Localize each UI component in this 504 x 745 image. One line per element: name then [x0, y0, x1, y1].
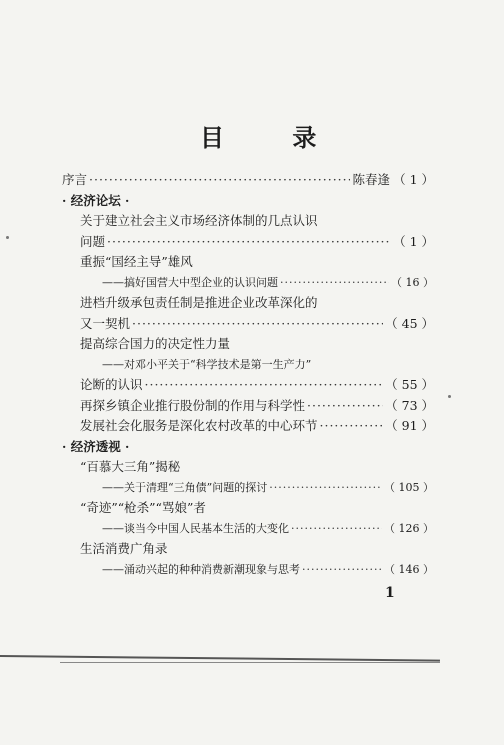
toc-entry-text: ——涌动兴起的种种消费新潮现象与思考	[102, 562, 300, 576]
toc-entry-preface[interactable]	[62, 170, 434, 191]
toc-entry-text: ——搞好国营大中型企业的认识问题	[102, 275, 278, 289]
toc-entry-text: 关于建立社会主义市场经济体制的几点认识	[80, 213, 318, 228]
toc-entry-text: 再探乡镇企业推行股份制的作用与科学性	[80, 397, 306, 413]
toc-entry[interactable]	[62, 293, 434, 314]
toc-entry-page: （ 55 ）	[385, 377, 434, 392]
toc-entry-subtitle[interactable]	[62, 478, 434, 499]
leader-dots	[107, 232, 390, 252]
toc-entry[interactable]	[62, 416, 434, 437]
toc-entry-text: 提高综合国力的决定性力量	[80, 336, 231, 351]
toc-entry-text: “百慕大三角”揭秘	[80, 459, 181, 474]
toc-entry-text: ——谈当今中国人民基本生活的大变化	[102, 521, 289, 535]
toc-entry-subtitle[interactable]	[62, 355, 434, 376]
toc-entry-page: （ 126 ）	[384, 521, 434, 535]
toc-entry[interactable]	[62, 232, 434, 253]
page-edge-line	[0, 655, 440, 662]
toc-entry-page: （ 91 ）	[385, 418, 434, 433]
toc-entry[interactable]	[62, 211, 434, 232]
toc-section-text: · 经济论坛 ·	[62, 192, 130, 208]
toc-section-text: · 经济透视 ·	[62, 438, 130, 454]
table-of-contents	[62, 170, 434, 580]
toc-entry-text: ——对邓小平关于“科学技术是第一生产力”	[102, 357, 312, 371]
toc-entry-page: （ 105 ）	[384, 480, 434, 494]
leader-dots	[145, 375, 384, 395]
leader-dots	[307, 396, 383, 416]
toc-entry-text: 进档升级承包责任制是推进企业改革深化的	[80, 295, 318, 310]
toc-entry[interactable]	[62, 396, 434, 417]
scan-speck	[448, 395, 451, 398]
toc-entry-text: 发展社会化服务是深化农村改革的中心环节	[80, 418, 318, 433]
toc-entry-page: （ 1 ）	[393, 172, 434, 187]
toc-entry-text: 序言	[62, 172, 88, 187]
toc-entry-page: （ 16 ）	[391, 275, 434, 289]
toc-section-heading	[62, 191, 434, 212]
toc-entry-text: 生活消费广角录	[80, 541, 168, 556]
leader-dots	[320, 416, 384, 436]
toc-entry-text: ——关于清理“三角债”问题的探讨	[102, 480, 268, 494]
toc-entry[interactable]	[62, 539, 434, 560]
page-title: 目 录	[200, 123, 347, 152]
leader-dots	[302, 560, 382, 580]
leader-dots	[89, 170, 350, 190]
toc-entry-author: 陈春逢	[352, 172, 390, 187]
toc-entry[interactable]	[62, 457, 434, 478]
toc-entry-subtitle[interactable]	[62, 560, 434, 581]
scan-speck	[6, 236, 9, 239]
toc-entry-text: 又一契机	[80, 315, 131, 331]
page-edge-line	[60, 662, 440, 663]
toc-entry[interactable]	[62, 314, 434, 335]
toc-entry[interactable]	[62, 498, 434, 519]
toc-entry-text: 重振“国经主导”雄风	[80, 254, 193, 269]
leader-dots	[280, 273, 389, 293]
leader-dots	[269, 478, 382, 498]
leader-dots	[132, 314, 383, 334]
toc-entry-subtitle[interactable]	[62, 273, 434, 294]
toc-entry-page: （ 1 ）	[393, 233, 434, 249]
toc-entry[interactable]	[62, 252, 434, 273]
toc-entry[interactable]	[62, 334, 434, 355]
toc-entry-page: （ 73 ）	[385, 397, 434, 413]
toc-entry[interactable]	[62, 375, 434, 396]
toc-section-heading	[62, 437, 434, 458]
page-number: 1	[385, 585, 395, 601]
toc-entry-text: “奇迹”“枪杀”“骂娘”者	[80, 500, 206, 515]
toc-entry-page: （ 45 ）	[385, 315, 434, 331]
toc-entry-subtitle[interactable]	[62, 519, 434, 540]
toc-entry-text: 问题	[80, 233, 106, 249]
toc-entry-page: （ 146 ）	[384, 562, 434, 576]
leader-dots	[291, 519, 382, 539]
toc-entry-text: 论断的认识	[80, 377, 143, 392]
